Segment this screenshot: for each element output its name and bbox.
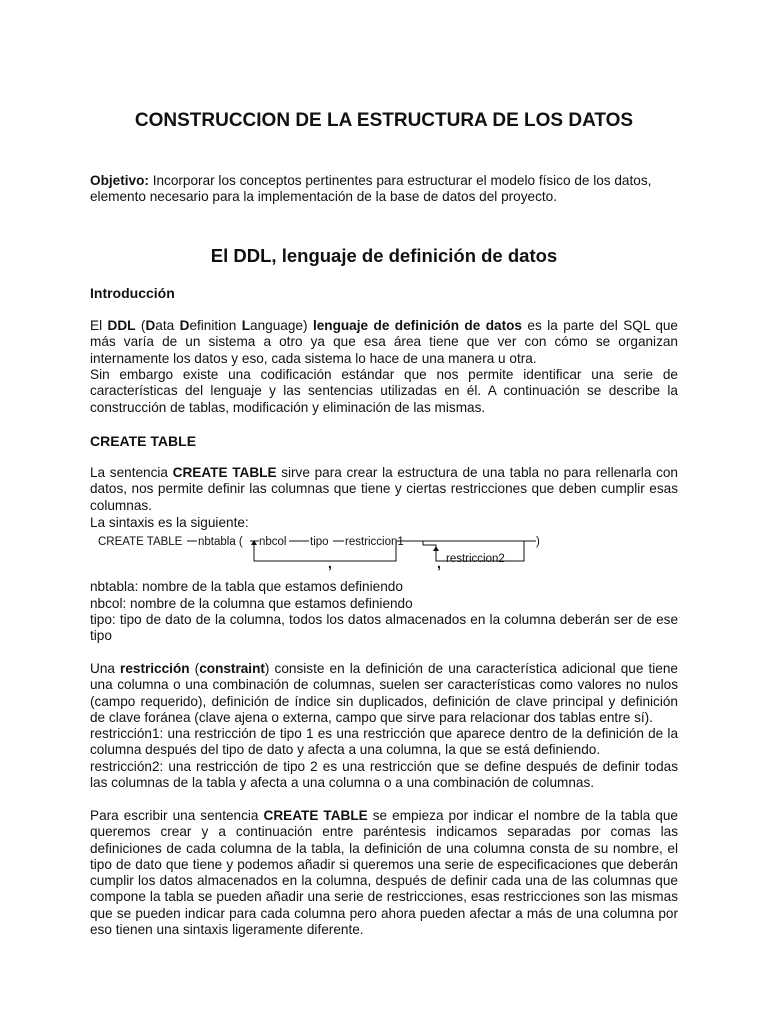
ddl-letter-d2: D	[179, 318, 190, 333]
constraint-term: constraint	[199, 661, 265, 676]
syntax-restriccion2: restriccion2	[446, 553, 505, 565]
final-paragraph	[90, 808, 678, 938]
syntax-close-paren: )	[536, 536, 540, 548]
syntax-diagram	[96, 531, 556, 571]
def-tipo: tipo: tipo de dato de la columna, todos los datos almacenados en la columna deberán ser de ese tipo	[90, 612, 678, 644]
arrow-up-icon	[433, 546, 439, 551]
create-table-paragraph	[90, 465, 678, 514]
objective-text: Incorporar los conceptos pertinentes para estructurar el modelo físico de los datos, elemento necesario para la implementación de la base de datos del proyecto.	[90, 173, 652, 205]
syntax-nbtabla: nbtabla (	[198, 536, 243, 548]
ddl-meaning: lenguaje de definición de datos	[312, 318, 522, 333]
restriction-term: restricción	[120, 661, 190, 676]
create-table-term: CREATE TABLE	[172, 465, 277, 480]
intro-text: ata	[155, 318, 180, 333]
syntax-intro: La sintaxis es la siguiente:	[90, 515, 249, 530]
def-nbtabla: nbtabla: nombre de la tabla que estamos definiendo	[90, 579, 403, 594]
section-title: El DDL, lenguaje de definición de datos	[210, 245, 558, 266]
syntax-nbcol: nbcol	[259, 536, 287, 548]
final-text: se empieza por indicar el nombre de la tabla que queremos crear y a continuación entre paréntesis indicamos separadas por comas las definiciones de cada columna de la tabla, la definición de una columna consta de su nombre, el tipo de dato que tiene y podemos añadir si queremos una serie de especificaciones que deberán cumplir los datos almacenados en la columna, después de definir cada una de las columnas que compone la tabla se pueden añadir una serie de restricciones, esas restricciones son las mismas que se pueden indicar para cada columna pero ahora pueden afectar a más de una columna por eso tienen una sintaxis ligeramente diferente.	[90, 808, 678, 938]
document-title: CONSTRUCCION DE LA ESTRUCTURA DE LOS DATOS	[134, 110, 634, 131]
syntax-create-table: CREATE TABLE	[98, 536, 183, 548]
final-text: Para escribir una sentencia	[90, 808, 264, 823]
ddl-letter-l: L	[241, 318, 251, 333]
restriction-paragraph	[90, 661, 678, 726]
intro-heading: Introducción	[90, 285, 175, 301]
create-text: La sentencia	[90, 465, 173, 480]
intro-text: efinition	[189, 318, 242, 333]
syntax-tipo: tipo	[310, 536, 329, 548]
syntax-restriccion1: restriccion1	[345, 536, 404, 548]
objective-paragraph	[90, 173, 678, 206]
ddl-term: DDL	[107, 318, 136, 333]
restriction-text: Una	[90, 661, 121, 676]
intro-text: es la parte del SQL que más varía de un sistema a otro ya que esa área tiene que ver con cómo se organizan internamente los datos y eso, cada sistema lo hace de una manera u otra.	[90, 318, 678, 366]
create-text: sirve para crear la estructura de una tabla no para rellenarla con datos, nos permite definir las columnas que tiene y ciertas restricciones que deben cumplir esas columnas.	[90, 465, 678, 513]
create-table-heading: CREATE TABLE	[90, 433, 197, 449]
intro-paragraph-2: Sin embargo existe una codificación estándar que nos permite identificar una serie de características del lenguaje y las sentencias utilizadas en él. A continuación se describe la construcción de tablas, modificación y eliminación de las mismas.	[90, 367, 678, 415]
intro-text: (	[135, 318, 146, 333]
restriccion2-paragraph: restricción2: una restricción de tipo 2 es una restricción que se define después de definir todas las columnas de la tabla y afecta a una columna o a una combinación de columnas.	[90, 759, 678, 791]
restriction-text: (	[189, 661, 200, 676]
objective-label: Objetivo:	[90, 173, 149, 188]
syntax-comma: ,	[328, 555, 332, 571]
intro-paragraph-1	[90, 318, 678, 367]
intro-text: anguage)	[250, 318, 313, 333]
create-table-term: CREATE TABLE	[263, 808, 368, 823]
restriccion1-paragraph: restricción1: una restricción de tipo 1 es una restricción que aparece dentro de la definición de la columna después del tipo de dato y afecta a una columna, la que se está definiendo.	[90, 726, 678, 758]
intro-text: El	[90, 318, 108, 333]
restriction-text: ) consiste en la definición de una característica adicional que tiene una columna o una combinación de columnas, suelen ser características como valores no nulos (campo requerido), definición de índice sin duplicados, definición de clave principal y definición de clave foránea (clave ajena o externa, campo que sirve para relacionar dos tablas entre sí).	[90, 661, 678, 725]
syntax-comma-2: ,	[437, 555, 441, 571]
ddl-letter-d: D	[145, 318, 156, 333]
def-nbcol: nbcol: nombre de la columna que estamos definiendo	[90, 596, 413, 611]
